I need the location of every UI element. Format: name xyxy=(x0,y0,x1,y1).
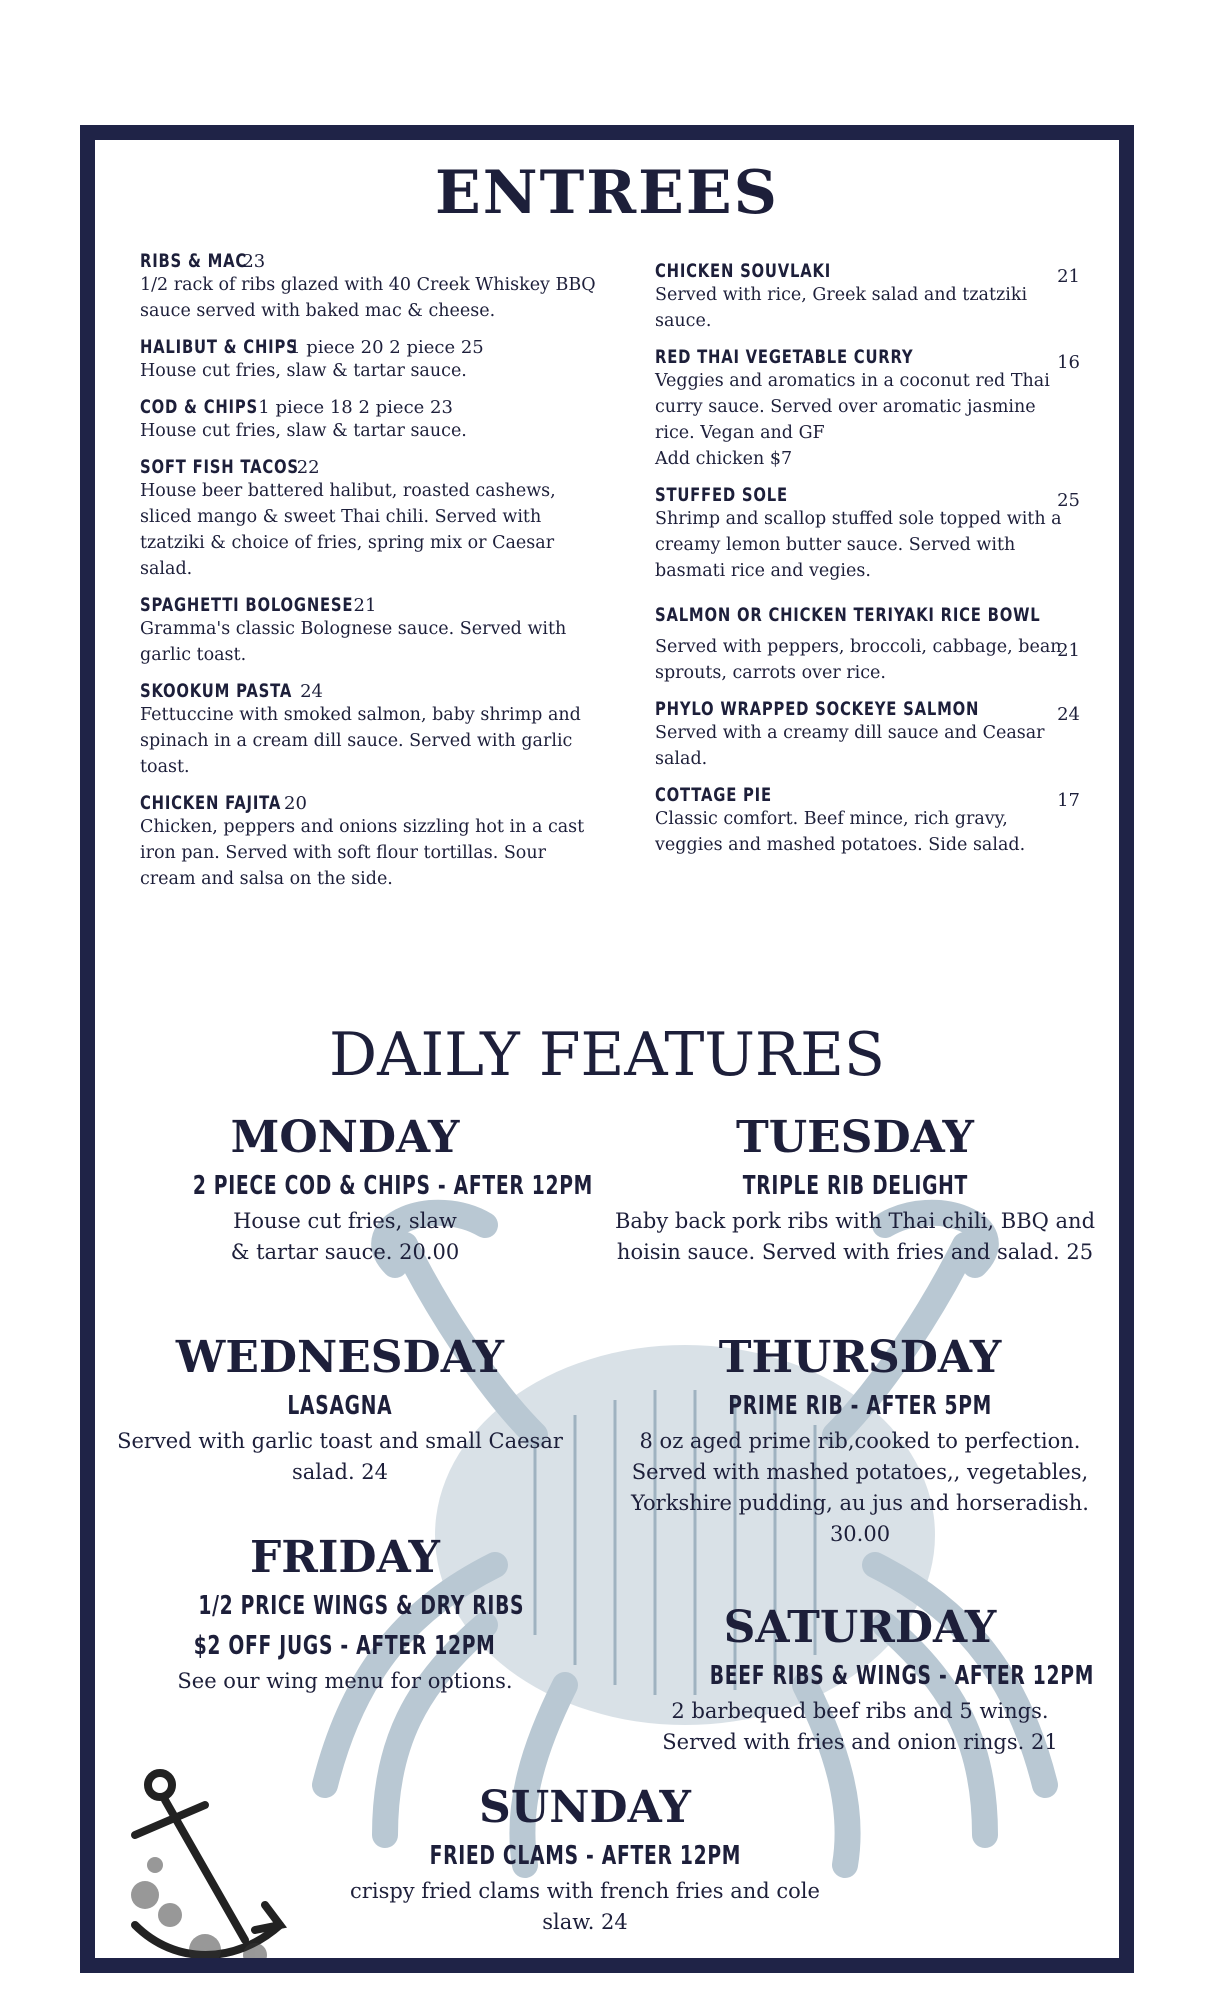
item-price: 24 xyxy=(1057,704,1080,725)
day-name: SATURDAY xyxy=(723,1602,997,1653)
item-description: House cut fries, slaw & tartar sauce. xyxy=(140,421,467,441)
entrees-right-column xyxy=(655,260,1080,870)
menu-item xyxy=(655,784,1080,858)
menu-item xyxy=(655,260,1080,334)
item-description: Chicken, peppers and onions sizzling hot in a cast iron pan. Served with soft flour tortillas. Sour cream and salsa on the side. xyxy=(140,817,585,889)
item-price: 22 xyxy=(296,457,320,478)
item-name: SPAGHETTI BOLOGNESE xyxy=(140,594,354,616)
day-special: LASAGNA xyxy=(287,1391,393,1421)
day-name: WEDNESDAY xyxy=(175,1332,505,1383)
item-name: SOFT FISH TACOS xyxy=(140,456,299,478)
item-description: Served with peppers, broccoli, cabbage, bean sprouts, carrots over rice. xyxy=(655,637,1062,683)
day-description: crispy fried clams with french fries and cole slaw. 24 xyxy=(350,1879,820,1934)
item-name: STUFFED SOLE xyxy=(655,484,788,506)
menu-item xyxy=(655,698,1080,772)
menu-item xyxy=(655,484,1080,584)
day-special: BEEF RIBS & WINGS - AFTER 12PM xyxy=(709,1661,1095,1691)
item-name: COTTAGE PIE xyxy=(655,784,772,806)
item-name: CHICKEN FAJITA xyxy=(140,792,282,814)
menu-item xyxy=(140,680,600,780)
feature-sunday xyxy=(325,1780,845,1938)
item-price: 20 xyxy=(284,793,307,814)
item-name: SALMON OR CHICKEN TERIYAKI RICE BOWL xyxy=(655,604,1041,626)
item-description: Veggies and aromatics in a coconut red Thai curry sauce. Served over aromatic jasmine rice. Vegan and GF xyxy=(655,371,1050,443)
item-price: 21 xyxy=(1057,266,1080,287)
day-name: THURSDAY xyxy=(718,1332,1002,1383)
item-description: House beer battered halibut, roasted cashews, sliced mango & sweet Thai chili. Served with tzatziki & choice of fries, spring mix or Caesar salad. xyxy=(140,481,556,579)
item-name: RED THAI VEGETABLE CURRY xyxy=(655,346,914,368)
item-description: Shrimp and scallop stuffed sole topped with a creamy lemon butter sauce. Served with basmati rice and vegies. xyxy=(655,509,1062,581)
item-name: COD & CHIPS xyxy=(140,396,258,418)
item-price: 16 xyxy=(1057,352,1080,373)
day-special: TRIPLE RIB DELIGHT xyxy=(742,1171,968,1201)
day-name: MONDAY xyxy=(230,1112,460,1163)
menu-item xyxy=(140,792,600,892)
day-special: PRIME RIB - AFTER 5PM xyxy=(728,1391,992,1421)
item-name: CHICKEN SOUVLAKI xyxy=(655,260,832,282)
entrees-title: ENTREES xyxy=(435,158,779,228)
item-extra: Add chicken $7 xyxy=(655,449,793,469)
item-name: SKOOKUM PASTA xyxy=(140,680,293,702)
item-price: 17 xyxy=(1057,790,1080,811)
item-price: 21 xyxy=(1057,640,1080,661)
item-name: PHYLO WRAPPED SOCKEYE SALMON xyxy=(655,698,980,720)
item-description: Served with rice, Greek salad and tzatziki sauce. xyxy=(655,285,1028,331)
entrees-left-column xyxy=(140,250,600,904)
item-name: HALIBUT & CHIPS xyxy=(140,336,298,358)
feature-monday xyxy=(115,1110,594,1268)
item-description: Fettuccine with smoked salmon, baby shrimp and spinach in a cream dill sauce. Served with garlic toast. xyxy=(140,705,581,777)
menu-item xyxy=(655,346,1080,472)
item-description: Gramma's classic Bolognese sauce. Served with garlic toast. xyxy=(140,619,567,665)
feature-thursday xyxy=(615,1330,1105,1550)
feature-friday xyxy=(135,1530,555,1697)
item-price: 24 xyxy=(300,681,323,702)
feature-tuesday xyxy=(605,1110,1105,1268)
item-name: RIBS & MAC xyxy=(140,250,248,272)
day-description: House cut fries, slaw & tartar sauce. 20.00 xyxy=(230,1209,460,1264)
day-special: 2 PIECE COD & CHIPS - AFTER 12PM xyxy=(192,1171,594,1201)
day-name: TUESDAY xyxy=(736,1112,974,1163)
item-description: Classic comfort. Beef mince, rich gravy, veggies and mashed potatoes. Side salad. xyxy=(655,809,1026,855)
item-price: 1 piece 20 2 piece 25 xyxy=(289,337,484,358)
day-name: FRIDAY xyxy=(250,1532,440,1583)
item-description: 1/2 rack of ribs glazed with 40 Creek Whiskey BBQ sauce served with baked mac & cheese. xyxy=(140,275,596,321)
daily-features-title: DAILY FEATURES xyxy=(329,1020,885,1090)
day-name: SUNDAY xyxy=(479,1782,691,1833)
menu-item xyxy=(655,596,1080,686)
item-price: 25 xyxy=(1057,490,1080,511)
item-price: 23 xyxy=(242,251,266,272)
menu-item xyxy=(140,456,600,582)
day-special-2: $2 OFF JUGS - AFTER 12PM xyxy=(194,1631,496,1661)
item-description: Served with a creamy dill sauce and Ceasar salad. xyxy=(655,723,1045,769)
item-description: House cut fries, slaw & tartar sauce. xyxy=(140,361,467,381)
day-special: FRIED CLAMS - AFTER 12PM xyxy=(429,1841,741,1871)
feature-saturday xyxy=(635,1600,1095,1758)
day-description: See our wing menu for options. xyxy=(177,1669,513,1693)
item-price: 1 piece 18 2 piece 23 xyxy=(258,397,453,418)
menu-item xyxy=(140,336,600,384)
menu-frame xyxy=(80,125,1134,1973)
feature-wednesday xyxy=(95,1330,585,1488)
day-special: 1/2 PRICE WINGS & DRY RIBS xyxy=(198,1591,525,1621)
menu-item xyxy=(140,396,600,444)
day-description: 8 oz aged prime rib,cooked to perfection. Served with mashed potatoes,, vegetables, Yorkshire pudding, au jus and horseradish. 30.00 xyxy=(631,1429,1089,1546)
day-description: 2 barbequed beef ribs and 5 wings. Served with fries and onion rings. 21 xyxy=(662,1699,1058,1754)
item-price: 21 xyxy=(353,595,377,616)
day-description: Baby back pork ribs with Thai chili, BBQ and hoisin sauce. Served with fries and salad. 25 xyxy=(614,1209,1096,1264)
day-description: Served with garlic toast and small Caesar salad. 24 xyxy=(117,1429,563,1484)
menu-item xyxy=(140,250,600,324)
menu-item xyxy=(140,594,600,668)
